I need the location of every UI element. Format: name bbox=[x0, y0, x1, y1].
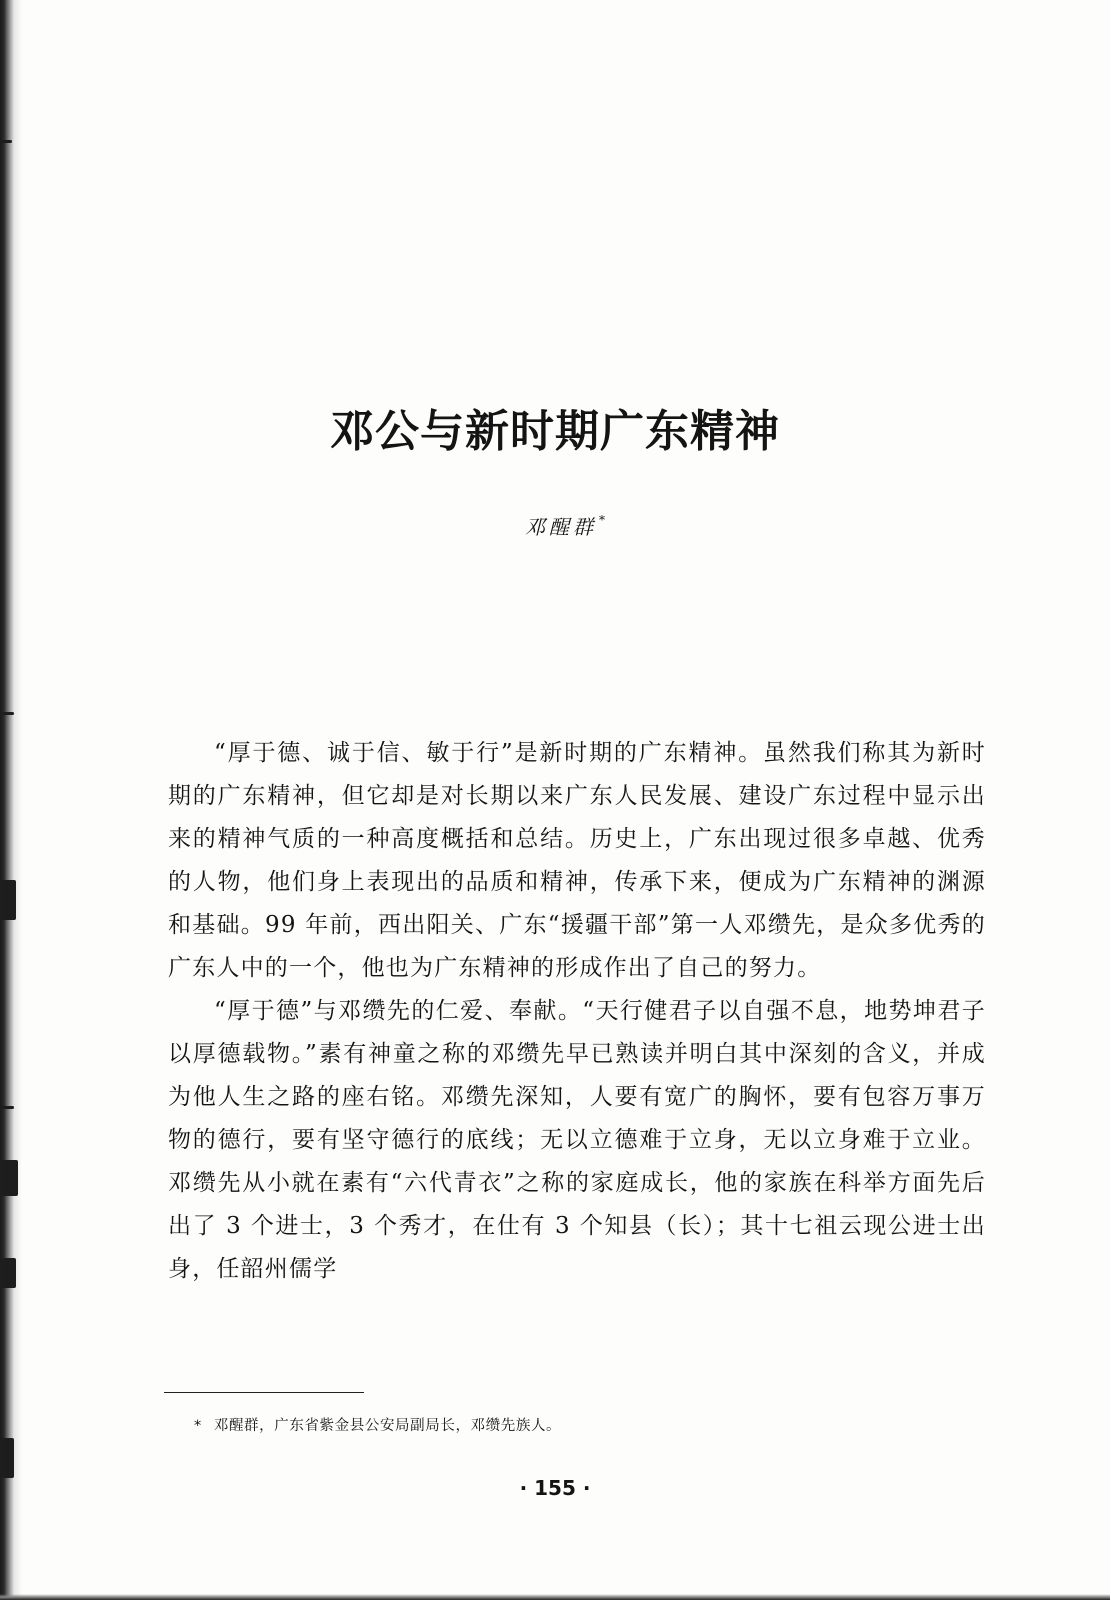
scan-edge-shadow bbox=[0, 0, 22, 1600]
scan-notch bbox=[2, 880, 16, 920]
scan-notch bbox=[2, 140, 12, 143]
page-number: · 155 · bbox=[519, 1476, 591, 1500]
scan-notch bbox=[2, 1160, 18, 1196]
author-footnote-mark: * bbox=[599, 513, 605, 527]
article-body bbox=[168, 732, 986, 1291]
article-author bbox=[0, 505, 1110, 542]
footnote-divider bbox=[164, 1392, 364, 1393]
scan-notch bbox=[2, 1438, 14, 1478]
scan-bottom-edge bbox=[0, 1594, 1110, 1600]
body-paragraph: “厚于德、诚于信、敏于行”是新时期的广东精神。虽然我们称其为新时期的广东精神，但它却是对长期以来广东人民发展、建设广东过程中显示出来的精神气质的一种高度概括和总结。历史上，广东出现过很多卓越、优秀的人物，他们身上表现出的品质和精神，传承下来，便成为广东精神的渊源和基础。99 年前，西出阳关、广东“援疆干部”第一人邓缵先，是众多优秀的广东人中的一个，他也为广东精神的形成作出了自己的努力。 bbox=[168, 740, 986, 981]
footnote-mark: * bbox=[194, 1418, 202, 1434]
author-name: 邓醒群 bbox=[525, 515, 597, 539]
footnote-text: 邓醒群，广东省紫金县公安局副局长，邓缵先族人。 bbox=[213, 1418, 562, 1434]
article-title: 邓公与新时期广东精神 bbox=[330, 406, 780, 457]
body-paragraph: “厚于德”与邓缵先的仁爱、奉献。“天行健君子以自强不息，地势坤君子以厚德载物。”素有神童之称的邓缵先早已熟读并明白其中深刻的含义，并成为他人生之路的座右铭。邓缵先深知，人要有宽广的胸怀，要有包容万事万物的德行，要有坚守德行的底线；无以立德难于立身，无以立身难于立业。邓缵先从小就在素有“六代青衣”之称的家庭成长，他的家族在科举方面先后出了 3 个进士，3 个秀才，在仕有 3 个知县（长）；其十七祖云现公进士出身，任韶州儒学 bbox=[168, 998, 986, 1282]
scan-notch bbox=[2, 1106, 14, 1109]
scan-notch bbox=[2, 712, 14, 715]
scan-notch bbox=[2, 1258, 16, 1288]
footnote bbox=[194, 1415, 994, 1437]
